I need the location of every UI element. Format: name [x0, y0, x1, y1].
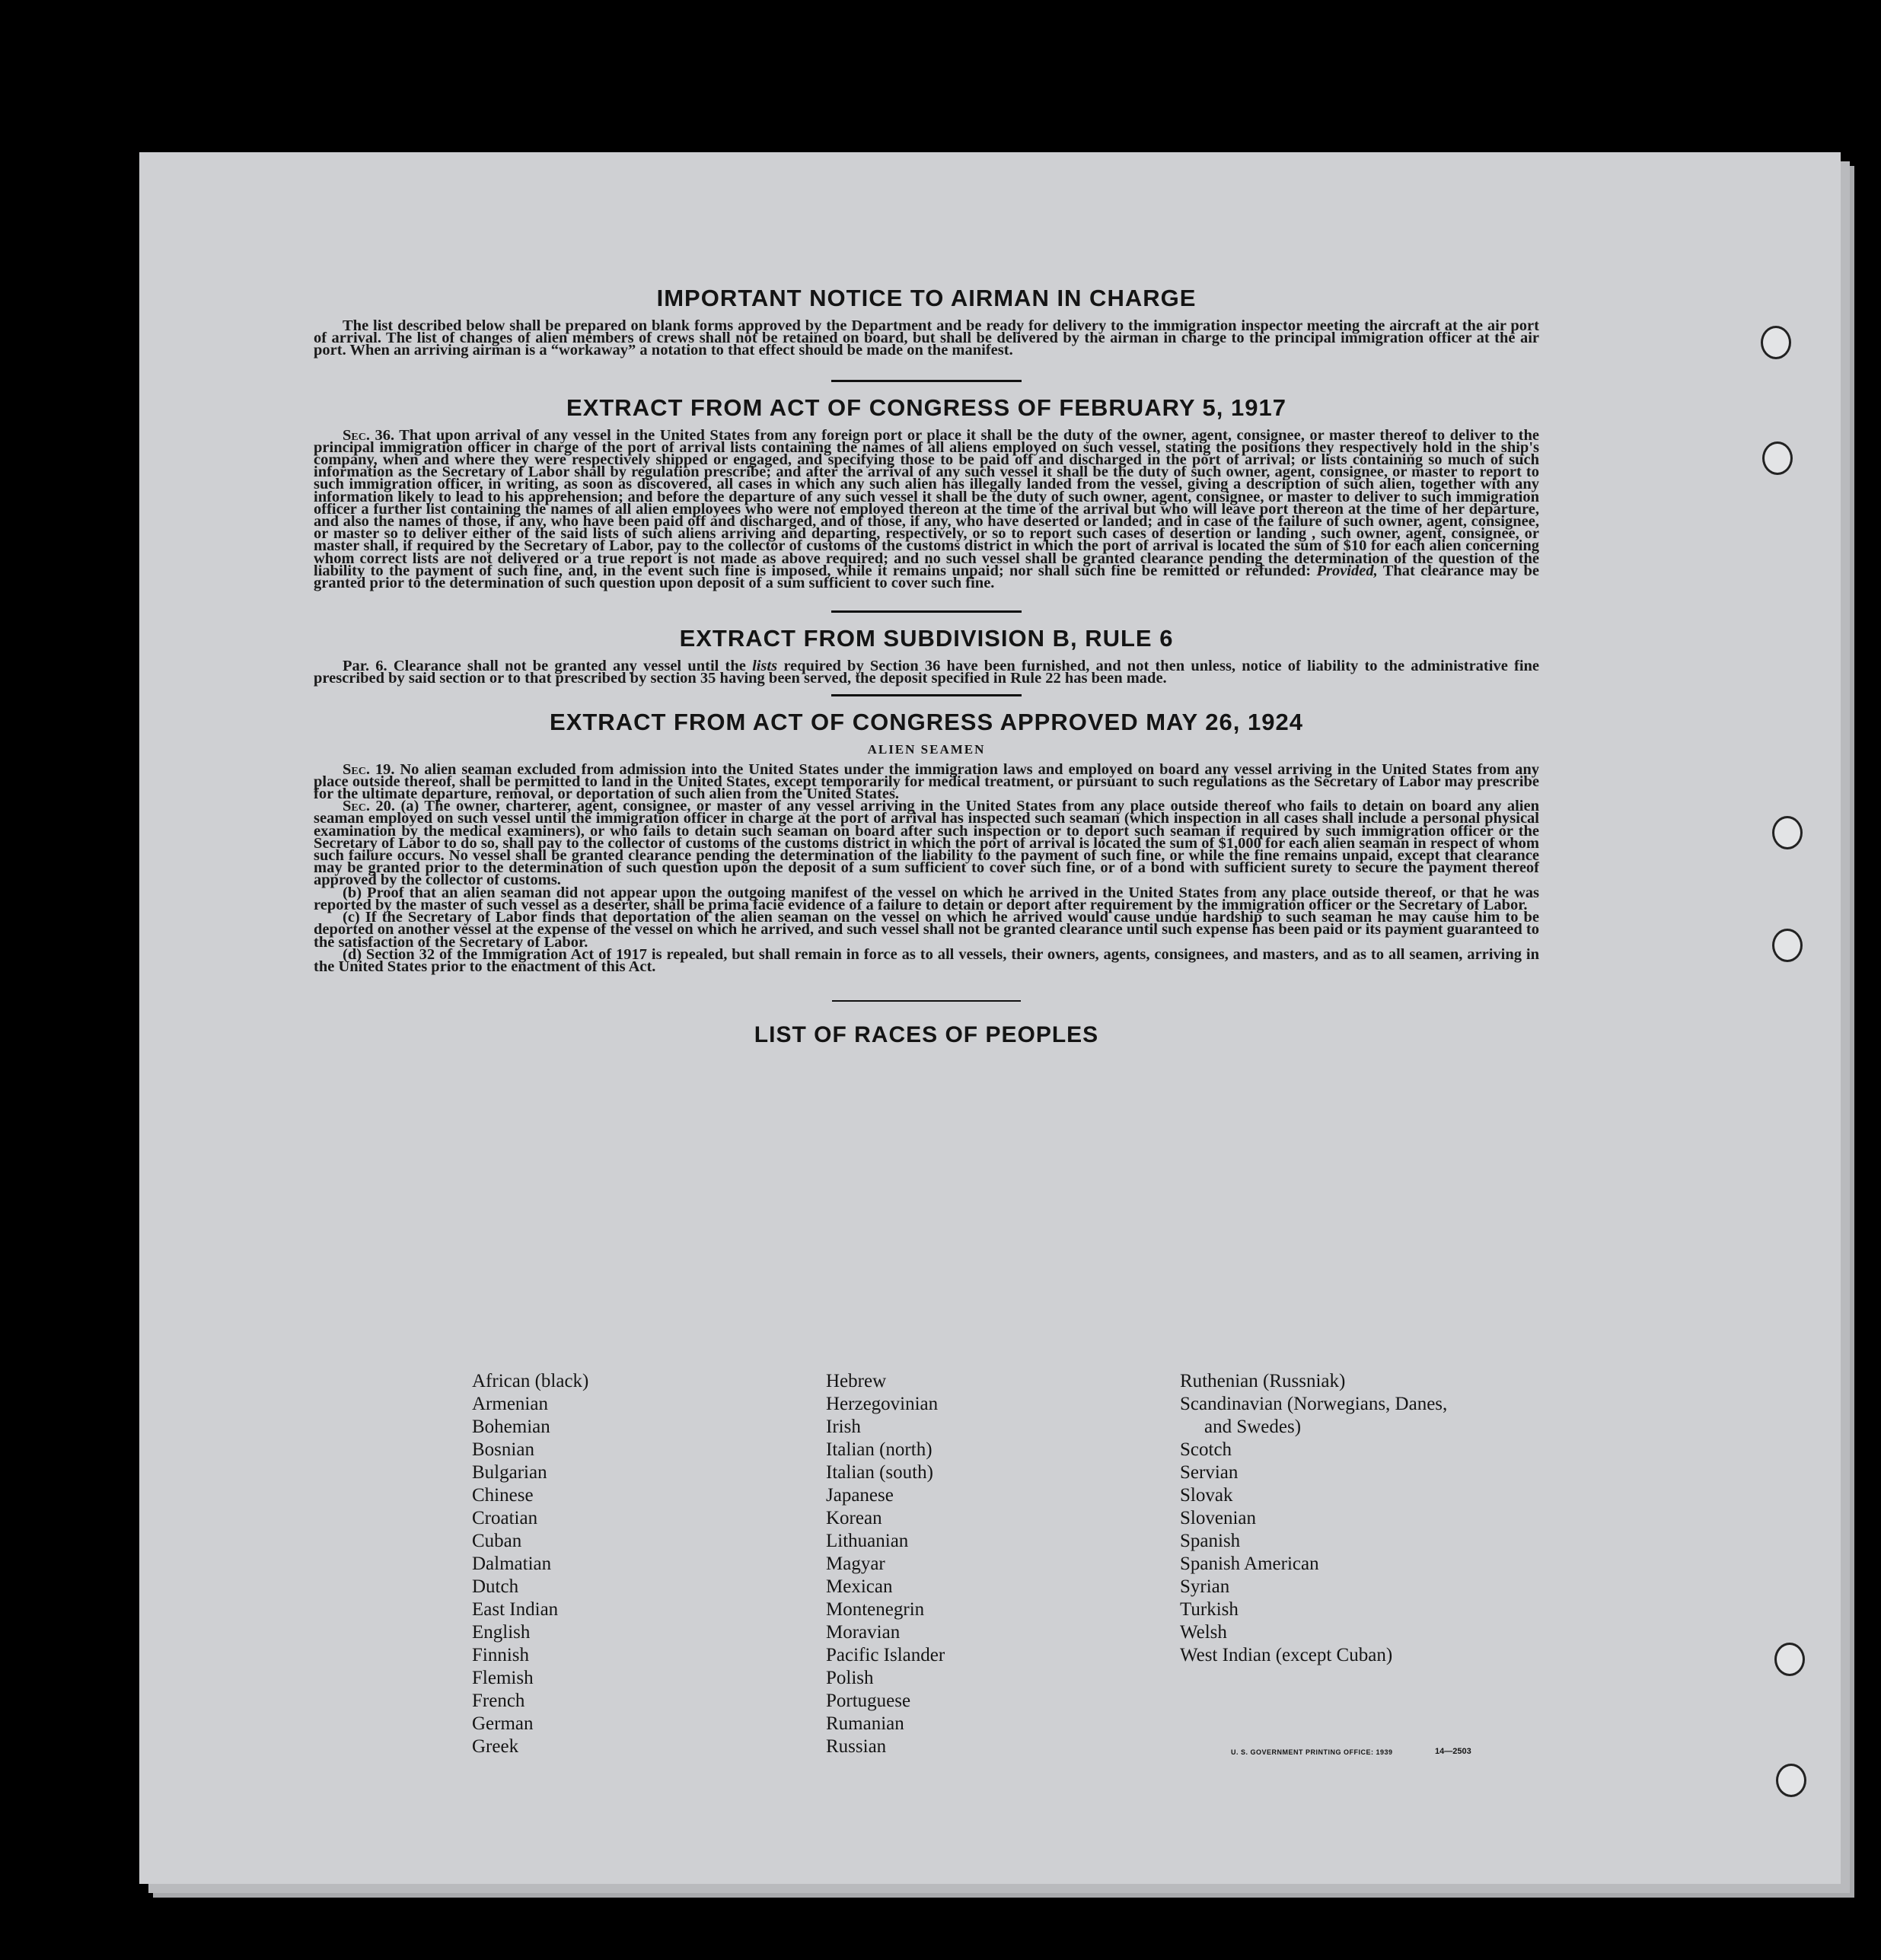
- race-item: Irish: [826, 1417, 861, 1437]
- divider: [832, 1000, 1021, 1002]
- race-item: Turkish: [1180, 1599, 1239, 1620]
- sec-36-text: That upon arrival of any vessel in the United States from any foreign port or place it shall be the duty of the owner, agent, consignee, or master thereof to deliver to the principal immigration officer in charge of the port of arrival lists containing the names of all aliens employed on such vessel, stating the positions they respectively hold in the ship's company, when and where they were respectively shipped or engaged, and specifying those to be paid off and discharged in the port of arrival; or lists containing so much of such information as the Secretary of Labor shall by regulation prescribe; and after the arrival of any such vessel it shall be the duty of such owner, agent, consignee, or master to report to such immigration officer, in writing, as soon as discovered, all cases in which any such alien has illegally landed from the vessel, giving a description of such alien, together with any information likely to lead to his apprehension; and before the departure of any such vessel it shall be the duty of such owner, agent, consignee, or master to deliver to such immigration officer a further list containing the names of all alien employees who were not employed thereon at the time of the arrival but who will leave port thereon at the time of her departure, and also the names of those, if any, who have been paid off and discharged, and of those, if any, who have deserted or landed; and in case of the failure of such owner, agent, consignee, or master so to deliver either of the said lists of such aliens arriving and departing, respectively, or so to report such cases of desertion or landing , such owner, agent, consignee, or master shall, if required by the Secretary of Labor, pay to the collector of customs of the customs district in which the port of arrival is located the sum of $10 for each alien concerning whom correct lists are not delivered or a true report is not made as above required; and no such vessel shall be granted clearance pending the determination of the question of the liability to the payment of such fine, and, in the event such fine is imposed, while it remains unpaid; nor shall such fine be remitted or refunded:: [314, 426, 1539, 579]
- provided-word: Provided,: [1316, 562, 1378, 579]
- race-item: Slovak: [1180, 1485, 1233, 1506]
- race-item: Montenegrin: [826, 1599, 925, 1620]
- race-item: Syrian: [1180, 1576, 1230, 1597]
- race-item: Japanese: [826, 1485, 894, 1506]
- race-item: Hebrew: [826, 1371, 887, 1391]
- race-item: Chinese: [472, 1485, 534, 1506]
- race-item: Croatian: [472, 1508, 538, 1528]
- race-item: Bohemian: [472, 1417, 550, 1437]
- race-item: Herzegovinian: [826, 1394, 939, 1414]
- binder-hole-1: [1761, 326, 1791, 359]
- sec-20-label: Sec. 20.: [343, 798, 396, 815]
- race-item: Scandinavian (Norwegians, Danes,: [1180, 1394, 1448, 1414]
- divider: [831, 380, 1022, 382]
- act-1917-title: EXTRACT FROM ACT OF CONGRESS OF FEBRUARY 5, 1917: [566, 394, 1286, 421]
- race-item: Moravian: [826, 1622, 901, 1643]
- races-column-1: [472, 1370, 588, 1758]
- act-1924-sec-20c: (c) If the Secretary of Labor finds that deportation of the alien seaman on the vessel on which he arrived would cause undue hardship to such seaman he may cause him to be deported on another vessel at the expense of the vessel on which he arrived, and such vessel shall not be granted clearance until such expense has been paid or its payment guaranteed to the satisfaction of the Secretary of Labor.: [314, 909, 1539, 951]
- race-item: Mexican: [826, 1576, 893, 1597]
- race-item: Ruthenian (Russniak): [1180, 1371, 1346, 1391]
- race-item: English: [472, 1622, 531, 1643]
- race-item: Finnish: [472, 1645, 530, 1665]
- binder-hole-5: [1774, 1643, 1805, 1676]
- race-item: African (black): [472, 1371, 589, 1391]
- race-item: Polish: [826, 1668, 874, 1688]
- race-item: Bulgarian: [472, 1462, 547, 1483]
- race-item: Italian (south): [826, 1462, 933, 1483]
- races-column-3: [1180, 1370, 1447, 1667]
- binder-hole-2: [1762, 441, 1793, 475]
- rule-6-title: EXTRACT FROM SUBDIVISION B, RULE 6: [679, 625, 1174, 652]
- notice-title: IMPORTANT NOTICE TO AIRMAN IN CHARGE: [656, 285, 1197, 311]
- act-1917-sec-36: [314, 426, 1540, 592]
- binder-hole-6: [1776, 1764, 1806, 1797]
- binder-hole-4: [1772, 929, 1803, 962]
- race-item: Welsh: [1180, 1622, 1227, 1643]
- race-item: Servian: [1180, 1462, 1239, 1483]
- race-item: Flemish: [472, 1668, 534, 1688]
- sec-36-text-end: That clearance may be granted prior to the determination of such question upon deposit of a sum sufficient to cover such fine.: [314, 562, 1540, 592]
- act-1924-sec-20b: (b) Proof that an alien seaman did not appear upon the outgoing manifest of the vessel on which he arrived in the United States from any place outside thereof, or that he was reported by the master of such vessel as a deserter, shall be prima facie evidence of a failure to detain or deport after requirement by the immigration officer or the Secretary of Labor.: [314, 884, 1539, 913]
- race-item: West Indian (except Cuban): [1180, 1645, 1393, 1665]
- race-item: Spanish American: [1180, 1554, 1319, 1574]
- race-item: Pacific Islander: [826, 1645, 945, 1665]
- races-list: [472, 1370, 1538, 1766]
- races-title: LIST OF RACES OF PEOPLES: [754, 1022, 1099, 1048]
- sec-20a-text: (a) The owner, charterer, agent, consignee, or master of any vessel arriving in the United States from any place outside thereof who fails to detain on board any alien seaman employed on such vessel until the immigration officer in charge at the port of arrival has inspected such seaman (which inspection in all cases shall include a personal physical examination by the medical examiners), or who fails to detain such seaman on board after such inspection or to deport such seaman if required by such immigration officer or the Secretary of Labor to do so, shall pay to the collector of customs of the customs district in which the port of arrival is located the sum of $1,000 for each alien seaman in respect of whom such failure occurs. No vessel shall be granted clearance pending the determination of the liability to the payment of such fine, or while the fine remains unpaid, except that clearance may be granted prior to the determination of such question upon the deposit of a sum sufficient to cover such fine, or of a bond with sufficient surety to secure the payment thereof approved by the collector of customs.: [314, 798, 1540, 889]
- divider: [831, 610, 1022, 613]
- sec-19-text: No alien seaman excluded from admission into the United States under the immigration laws and employed on board any vessel arriving in the United States from any place outside thereof, shall be permitted to land in the United States, except temporarily for medical treatment, or pursuant to such regulations as the Secretary of Labor may prescribe for the ultimate departure, removal, or deportation of such alien from the United States.: [314, 760, 1540, 803]
- race-item: Lithuanian: [826, 1531, 909, 1551]
- race-item-continuation: and Swedes): [1204, 1417, 1302, 1437]
- race-item: Italian (north): [826, 1439, 933, 1460]
- race-item: Greek: [472, 1736, 519, 1757]
- race-item: Dalmatian: [472, 1554, 552, 1574]
- form-number: 14—2503: [1435, 1747, 1471, 1756]
- rule-6-text-a: Par. 6. Clearance shall not be granted any vessel until the: [343, 658, 746, 675]
- race-item: Magyar: [826, 1554, 885, 1574]
- races-column-2: [826, 1370, 945, 1758]
- binder-hole-3: [1772, 816, 1803, 849]
- race-item: Spanish: [1180, 1531, 1241, 1551]
- printer-imprint: U. S. GOVERNMENT PRINTING OFFICE: 1939: [1231, 1748, 1393, 1756]
- document-content: [314, 282, 1539, 1052]
- race-item: Dutch: [472, 1576, 519, 1597]
- race-item: East Indian: [472, 1599, 559, 1620]
- sec-36-label: Sec. 36.: [343, 426, 395, 444]
- lists-word: lists: [752, 658, 778, 675]
- act-1924-title: EXTRACT FROM ACT OF CONGRESS APPROVED MAY 26, 1924: [550, 708, 1303, 735]
- act-1924-sec-20d: (d) Section 32 of the Immigration Act of 1917 is repealed, but shall remain in force as to all vessels, their owners, agents, consignees, and masters, and as to all seamen, arriving in the United States prior to the enactment of this Act.: [314, 945, 1539, 975]
- race-item: Cuban: [472, 1531, 522, 1551]
- act-1924-sec-20a: [314, 798, 1540, 889]
- divider: [831, 694, 1022, 696]
- act-1924-sec-19: [314, 760, 1540, 803]
- sec-19-label: Sec. 19.: [343, 760, 395, 778]
- race-item: Armenian: [472, 1394, 548, 1414]
- race-item: Bosnian: [472, 1439, 534, 1460]
- rule-6-text-b: required by Section 36 have been furnished, and not then unless, notice of liability to the administrative fine prescribed by said section or to that prescribed by section 35 having been served, the deposit specified in Rule 22 has been made.: [314, 658, 1540, 687]
- notice-text: The list described below shall be prepared on blank forms approved by the Department and be ready for delivery to the immigration inspector meeting the aircraft at the air port of arrival. The list of changes of alien members of crews shall not be retained on board, but shall be delivered by the airman in charge to the principal immigration officer at the air port. When an arriving airman is a “workaway” a notation to that effect should be made on the manifest.: [314, 317, 1539, 359]
- rule-6-text: [314, 658, 1540, 687]
- race-item: Rumanian: [826, 1713, 904, 1734]
- race-item: Russian: [826, 1736, 887, 1757]
- race-item: French: [472, 1691, 525, 1711]
- alien-seamen-subtitle: ALIEN SEAMEN: [867, 741, 986, 757]
- race-item: Korean: [826, 1508, 882, 1528]
- race-item: Scotch: [1180, 1439, 1232, 1460]
- race-item: Portuguese: [826, 1691, 911, 1711]
- race-item: Slovenian: [1180, 1508, 1256, 1528]
- race-item: German: [472, 1713, 534, 1734]
